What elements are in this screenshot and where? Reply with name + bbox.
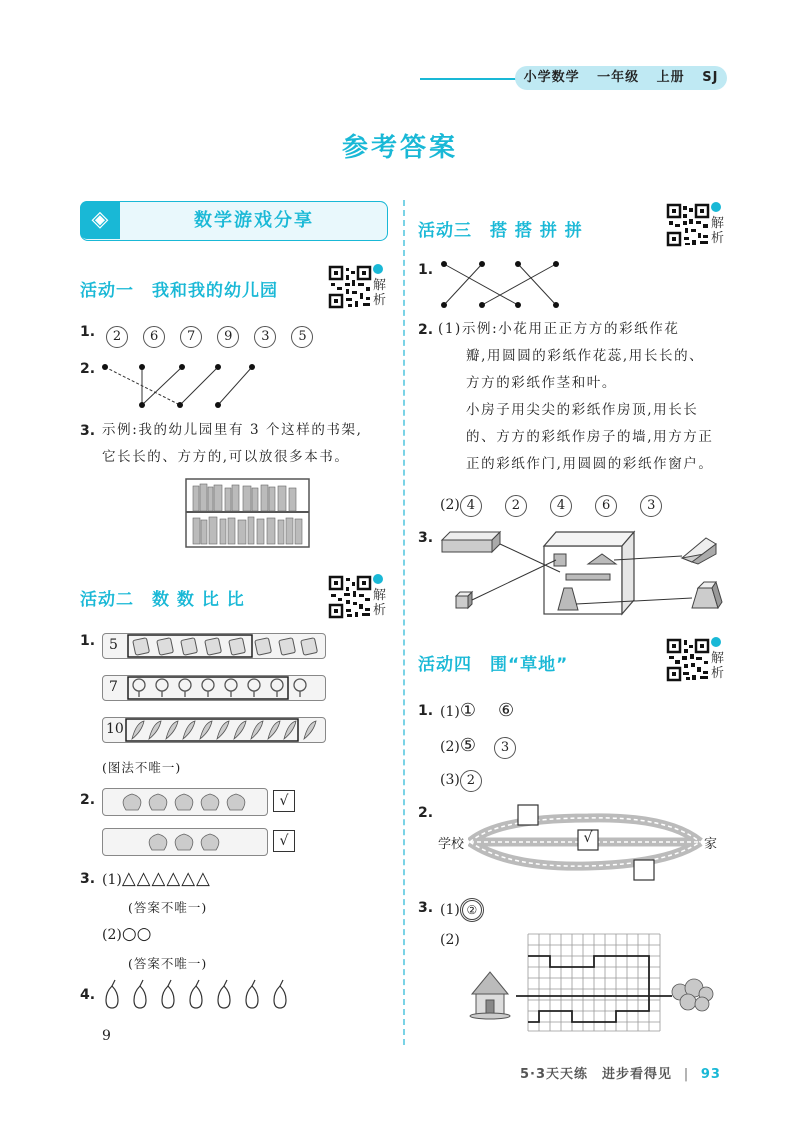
feather-row	[102, 717, 324, 743]
text-line: 小房子用尖尖的彩纸作房顶,用长长	[466, 402, 699, 418]
qr-label: 解析	[373, 588, 387, 618]
footer	[520, 1063, 721, 1082]
answer-circle: 4	[460, 495, 482, 517]
grade-label: 一年级	[597, 70, 640, 85]
q3-number: 3.	[418, 530, 434, 546]
q2-number: 2.	[80, 361, 96, 377]
footer-brand: 5·3天天练 进步看得见	[520, 1067, 673, 1082]
answer-circle: 7	[180, 326, 202, 348]
play-icon	[711, 202, 721, 212]
section-banner	[80, 201, 388, 241]
footer-separator: |	[683, 1067, 690, 1082]
row-count: 10	[106, 721, 124, 737]
check-box: √	[273, 790, 295, 812]
activity3-title: 活动三 搭 搭 拼 拼	[418, 221, 583, 241]
a3-q2-text	[438, 316, 748, 478]
note-text: (答案不唯一)	[128, 900, 208, 915]
answer-circle: 9	[217, 326, 239, 348]
school-label: 学校	[438, 837, 465, 852]
play-icon	[711, 637, 721, 647]
answer-circle: ②	[460, 898, 484, 922]
a4-q3-p1	[440, 898, 484, 922]
a2-q3-p2	[102, 924, 152, 944]
q3-number: 3.	[80, 871, 96, 887]
row-count: 7	[109, 679, 118, 695]
part-label: (2)	[102, 927, 122, 943]
part-label: (1)	[440, 902, 460, 918]
note-text: (答案不唯一)	[128, 956, 208, 971]
answer-circle: 3	[254, 326, 276, 348]
answer-circle: 6	[143, 326, 165, 348]
answer-circle: 2	[106, 326, 128, 348]
page-title: 参考答案	[341, 133, 458, 163]
answer-symbol: ①	[459, 700, 476, 721]
home-label: 家	[704, 837, 718, 852]
q1-number: 1.	[80, 633, 96, 649]
qr-label: 解析	[711, 651, 725, 681]
page-number: 93	[700, 1067, 721, 1082]
q2-number: 2.	[80, 792, 96, 808]
qr-code-icon[interactable]	[328, 265, 372, 309]
subject-label: 小学数学	[523, 70, 580, 85]
answer-circle: 3	[494, 737, 516, 759]
bookshelf-image	[185, 478, 310, 548]
a2-q3-p1	[102, 868, 211, 889]
q3-number: 3.	[418, 900, 434, 916]
part-label: (2)	[440, 739, 460, 755]
answer-circle: 2	[505, 495, 527, 517]
q3-number: 3.	[80, 423, 96, 439]
activity2-title: 活动二 数 数 比 比	[80, 590, 245, 610]
answer-circle: 6	[595, 495, 617, 517]
shells-5	[102, 788, 266, 816]
q4-number: 4.	[80, 987, 96, 1003]
answer-circle: 4	[550, 495, 572, 517]
text-line: 正的彩纸作门,用圆圆的彩纸作窗户。	[466, 456, 714, 472]
header-pill	[515, 66, 727, 90]
text-line: 的、方方的彩纸作房子的墙,用方方正	[466, 429, 714, 445]
answer-symbol: ⑥	[497, 700, 515, 721]
diamond-icon: ◈	[80, 201, 120, 239]
qr-label: 解析	[373, 278, 387, 308]
circles: ○○	[121, 924, 152, 944]
triangles: △△△△△△	[121, 868, 211, 889]
qr-code-icon[interactable]	[666, 638, 710, 682]
text-line: 示例:我的幼儿园里有 3 个这样的书架,	[102, 422, 363, 438]
corner-number: 9	[102, 1028, 111, 1044]
a1-q3-text	[102, 417, 402, 471]
part-label: (1)	[440, 704, 460, 720]
route-check-mark: √	[583, 830, 593, 846]
part-label: (2)	[440, 932, 460, 948]
answer-circle: 2	[460, 770, 482, 792]
q2-number: 2.	[418, 322, 434, 338]
qr-code-icon[interactable]	[666, 203, 710, 247]
activity4-title: 活动四 围“草地”	[418, 655, 569, 675]
column-divider	[403, 200, 405, 1045]
banner-title: 数学游戏分享	[194, 210, 314, 231]
text-line: 示例:小花用正正方方的彩纸作花	[461, 321, 680, 337]
answer-circle: 5	[291, 326, 313, 348]
q2-number: 2.	[418, 805, 434, 821]
row-count: 5	[109, 637, 118, 653]
check-box: √	[273, 830, 295, 852]
edition-label: SJ	[702, 70, 719, 85]
a4-q1-p3	[440, 770, 492, 792]
text-line: 方方的彩纸作茎和叶。	[466, 375, 617, 391]
grid-lawn-diagram	[468, 932, 718, 1034]
answer-circle: 3	[640, 495, 662, 517]
part-label: (1)	[438, 321, 462, 337]
a4-q1-p2	[440, 735, 526, 759]
a1-q1-answers	[106, 325, 323, 348]
volume-label: 上册	[656, 70, 685, 85]
part-label: (2)	[440, 497, 460, 513]
solids-matching-diagram	[436, 524, 726, 616]
part-label: (3)	[440, 772, 460, 788]
a3-q2-p2-answers	[440, 494, 672, 517]
matching-lines-diagram	[100, 360, 270, 410]
answer-symbol: ⑤	[459, 735, 476, 756]
text-line: 瓣,用圆圆的彩纸作花蕊,用长长的、	[466, 348, 705, 364]
a3-matching-diagram	[440, 258, 560, 310]
play-icon	[373, 574, 383, 584]
cups-row	[102, 633, 324, 659]
activity1-title: 活动一 我和我的幼儿园	[80, 281, 278, 301]
a4-q1-p1	[440, 700, 514, 721]
shells-3	[102, 828, 266, 856]
q1-number: 1.	[418, 703, 434, 719]
part-label: (1)	[102, 872, 122, 888]
q1-number: 1.	[418, 262, 434, 278]
play-icon	[373, 264, 383, 274]
header-line	[420, 78, 516, 80]
qr-code-icon[interactable]	[328, 575, 372, 619]
qr-label: 解析	[711, 216, 725, 246]
magnifier-row	[102, 675, 324, 701]
note-text: (图法不唯一)	[102, 760, 182, 775]
pears-row	[100, 978, 300, 1012]
q1-number: 1.	[80, 324, 96, 340]
text-line: 它长长的、方方的,可以放很多本书。	[102, 449, 350, 465]
